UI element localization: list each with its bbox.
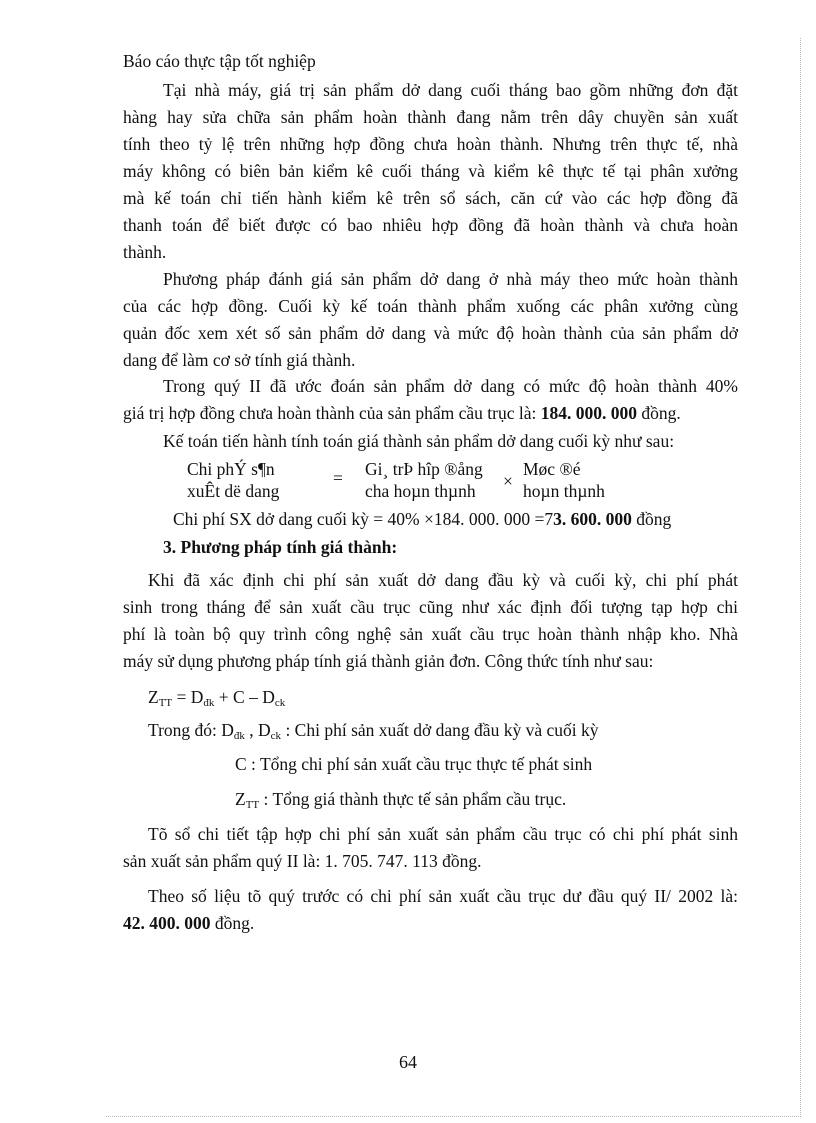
text-line: sinh trong tháng để sản xuất cầu trục cũng như xác định đối tượng tạp hợp chi: [123, 597, 738, 617]
text-line: Tại nhà máy, giá trị sản phẩm dở dang cuối tháng bao gồm những đơn đặt: [163, 80, 738, 100]
where-z: Z: [235, 789, 246, 809]
where-z-line: [235, 786, 566, 813]
eq-d-sub-end: ck: [274, 697, 286, 709]
text-line: quản đốc xem xét số sản phẩm dở dang và mức độ hoàn thành của sản phẩm dở: [123, 323, 738, 343]
total-cost-equation: [148, 684, 285, 711]
eq-d-sub-start: đk: [203, 697, 215, 709]
opening-balance-amount: 42. 400. 000: [123, 913, 211, 933]
wip-cost-calculation: [173, 506, 671, 533]
formula-rhs-top: Møc ®é: [523, 459, 581, 479]
calculation-result: 3. 600. 000: [553, 509, 632, 529]
where-d-sub-end: ck: [270, 730, 282, 742]
formula-lhs-top: Chi phÝ s¶n: [187, 459, 275, 479]
formula-lhs-bottom: xuÊt dë dang: [187, 481, 280, 501]
formula-mid-top: Gi¸ trÞ hîp ®ång: [365, 459, 483, 479]
text-line: Khi đã xác định chi phí sản xuất dở dang đầu kỳ và cuối kỳ, chi phí phát: [148, 570, 738, 590]
where-separator: , D: [244, 720, 271, 740]
text-line: sản xuất sản phẩm quý II là: 1. 705. 747. 113 đồng.: [123, 851, 482, 871]
currency-unit: đồng.: [636, 403, 681, 423]
text-line: dang để làm cơ sở tính giá thành.: [123, 350, 356, 370]
contract-value-amount: 184. 000. 000: [540, 403, 637, 423]
eq-plus-c-minus-d: + C – D: [214, 687, 275, 707]
running-header: Báo cáo thực tập tốt nghiệp: [123, 51, 316, 71]
currency-unit: đồng: [631, 509, 672, 529]
eq-equals-d: = D: [172, 687, 204, 707]
text-line: [123, 400, 681, 427]
text-line: Trong quý II đã ước đoán sản phẩm dở dang có mức độ hoàn thành 40%: [163, 376, 738, 396]
formula-mid-bottom: cha hoµn thµnh: [365, 481, 476, 501]
where-intro: Trong đó: D: [148, 720, 234, 740]
where-d-line: [148, 717, 598, 744]
text-line: thành.: [123, 242, 167, 262]
equals-sign: =: [333, 468, 343, 488]
where-z-description: : Tổng giá thành thực tế sản phẩm cầu trục.: [259, 789, 567, 809]
page-number: 64: [399, 1052, 417, 1072]
text-line: phí là toàn bộ quy trình công nghệ sản xuất cầu trục hoàn thành nhập kho. Nhà: [123, 624, 738, 644]
text-line: Theo số liệu tõ quý trước có chi phí sản xuất cầu trục dư đầu quý II/ 2002 là:: [148, 886, 738, 906]
where-z-sub: TT: [245, 799, 260, 811]
text-line: máy sử dụng phương pháp tính giá thành giản đơn. Công thức tính như sau:: [123, 651, 654, 671]
eq-z: Z: [148, 687, 159, 707]
text-line: Phương pháp đánh giá sản phẩm dở dang ở nhà máy theo mức hoàn thành: [163, 269, 738, 289]
formula-rhs-bottom: hoµn thµnh: [523, 481, 605, 501]
text-line: hàng hay sửa chữa sản phẩm hoàn thành đang nằm trên dây chuyền sản xuất: [123, 107, 738, 127]
where-d-description: : Chi phí sản xuất dở dang đầu kỳ và cuối kỳ: [281, 720, 599, 740]
text-line: thanh toán để biết được có bao nhiêu hợp đồng đã hoàn thành và chưa hoàn: [123, 215, 738, 235]
text-line: Tõ sổ chi tiết tập hợp chi phí sản xuất sản phẩm cầu trục có chi phí phát sinh: [148, 824, 738, 844]
text-line: mà kế toán chỉ tiến hành kiểm kê trên sổ sách, căn cứ vào các hợp đồng đã: [123, 188, 738, 208]
eq-z-sub: TT: [158, 697, 173, 709]
contract-value-label: giá trị hợp đồng chưa hoàn thành của sản phẩm cầu trục là:: [123, 403, 541, 423]
text-line: của các hợp đồng. Cuối kỳ kế toán thành phẩm xuống các phân xưởng cùng: [123, 296, 738, 316]
times-sign: ×: [503, 471, 513, 491]
currency-unit: đồng.: [210, 913, 255, 933]
calculation-text: Chi phí SX dở dang cuối kỳ = 40% ×184. 000. 000 =7: [173, 509, 554, 529]
where-d-sub-start: đk: [233, 730, 245, 742]
text-line: [123, 910, 254, 937]
section-heading: 3. Phương pháp tính giá thành:: [163, 537, 398, 557]
paragraph-4: Kế toán tiến hành tính toán giá thành sản phẩm dở dang cuối kỳ như sau:: [163, 431, 675, 451]
text-line: máy không có biên bản kiểm kê cuối tháng và kiểm kê thực tế tại phân xưởng: [123, 161, 738, 181]
where-c-line: C : Tổng chi phí sản xuất cầu trục thực tế phát sinh: [235, 754, 593, 774]
text-line: tính theo tỷ lệ trên những hợp đồng chưa hoàn thành. Nhưng trên thực tế, nhà: [123, 134, 738, 154]
